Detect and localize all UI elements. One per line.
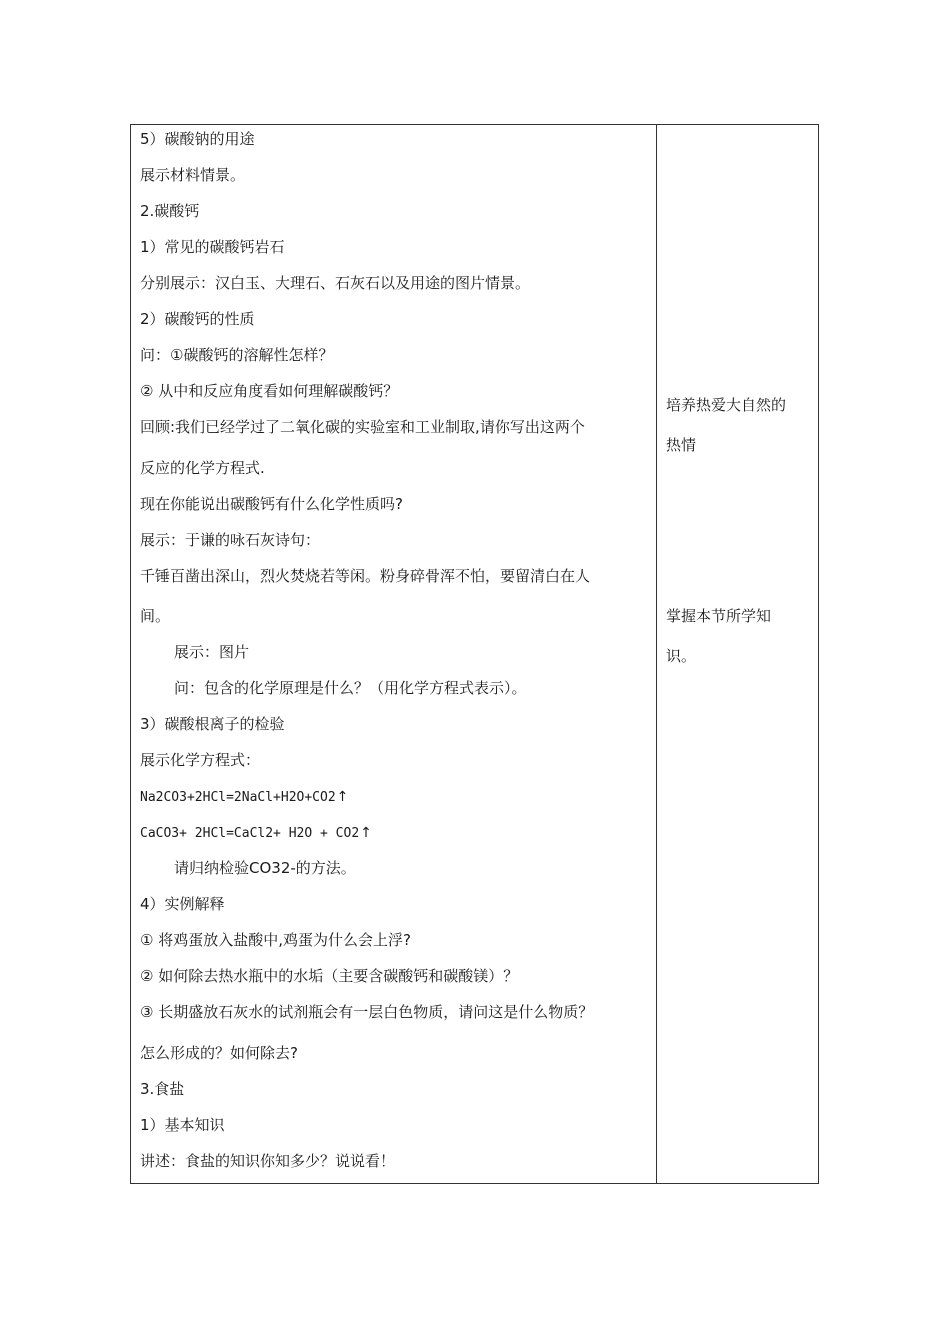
gas-arrow-icon: ↑ bbox=[360, 825, 372, 841]
question-line: ② 如何除去热水瓶中的水垢（主要含碳酸钙和碳酸镁）？ bbox=[140, 967, 519, 985]
text-line: 展示材料情景。 bbox=[140, 166, 246, 184]
subheading-examples: 4）实例解释 bbox=[140, 895, 225, 913]
subheading-properties: 2）碳酸钙的性质 bbox=[140, 310, 255, 328]
section-heading-salt: 3.食盐 bbox=[140, 1080, 185, 1098]
equation-sodium-carbonate bbox=[140, 787, 348, 808]
lesson-table bbox=[130, 124, 819, 1184]
text-line: 展示化学方程式： bbox=[140, 751, 261, 769]
lesson-content-cell bbox=[140, 125, 650, 1183]
column-divider bbox=[656, 125, 657, 1183]
question-line: ② 从中和反应角度看如何理解碳酸钙？ bbox=[140, 382, 399, 400]
equation-text: Na2CO3+2HCl=2NaCl+H2O+CO2 bbox=[140, 790, 336, 805]
text-line: 请归纳检验CO32-的方法。 bbox=[174, 859, 356, 877]
text-line: 讲述：食盐的知识你知多少？说说看！ bbox=[140, 1152, 396, 1170]
subheading-carbonate-test: 3）碳酸根离子的检验 bbox=[140, 715, 285, 733]
section-heading-calcium-carbonate: 2.碳酸钙 bbox=[140, 202, 200, 220]
text-line: 现在你能说出碳酸钙有什么化学性质吗? bbox=[140, 495, 403, 513]
text-line: 回顾:我们已经学过了二氧化碳的实验室和工业制取,请你写出这两个 bbox=[140, 418, 585, 436]
equation-text: CaCO3+ 2HCl=CaCl2+ H2O + CO2 bbox=[140, 826, 360, 841]
goal-line: 掌握本节所学知 bbox=[666, 607, 772, 625]
teaching-goals-cell bbox=[666, 125, 816, 1183]
poem-line: 间。 bbox=[140, 607, 171, 625]
text-line: 展示：图片 bbox=[174, 643, 250, 661]
question-line: 怎么形成的？如何除去? bbox=[140, 1044, 298, 1062]
question-line: 问：包含的化学原理是什么？（用化学方程式表示）。 bbox=[174, 679, 527, 697]
text-line: 反应的化学方程式. bbox=[140, 459, 265, 477]
goal-line: 培养热爱大自然的 bbox=[666, 396, 787, 414]
text-line: 展示：于谦的咏石灰诗句： bbox=[140, 531, 321, 549]
gas-arrow-icon: ↑ bbox=[336, 789, 349, 805]
question-line: ① 将鸡蛋放入盐酸中,鸡蛋为什么会上浮? bbox=[140, 931, 411, 949]
heading-sodium-carbonate-uses: 5）碳酸钠的用途 bbox=[140, 130, 255, 148]
subheading-basic-knowledge: 1）基本知识 bbox=[140, 1116, 225, 1134]
goal-line: 识。 bbox=[666, 647, 697, 665]
text-line: 分别展示：汉白玉、大理石、石灰石以及用途的图片情景。 bbox=[140, 274, 531, 292]
goal-line: 热情 bbox=[666, 436, 697, 454]
question-line: 问：①碳酸钙的溶解性怎样？ bbox=[140, 346, 334, 364]
subheading-rocks: 1）常见的碳酸钙岩石 bbox=[140, 238, 285, 256]
poem-line: 千锤百凿出深山，烈火焚烧若等闲。粉身碎骨浑不怕，要留清白在人 bbox=[140, 567, 591, 585]
equation-calcium-carbonate bbox=[140, 823, 372, 844]
question-line: ③ 长期盛放石灰水的试剂瓶会有一层白色物质，请问这是什么物质？ bbox=[140, 1003, 594, 1021]
